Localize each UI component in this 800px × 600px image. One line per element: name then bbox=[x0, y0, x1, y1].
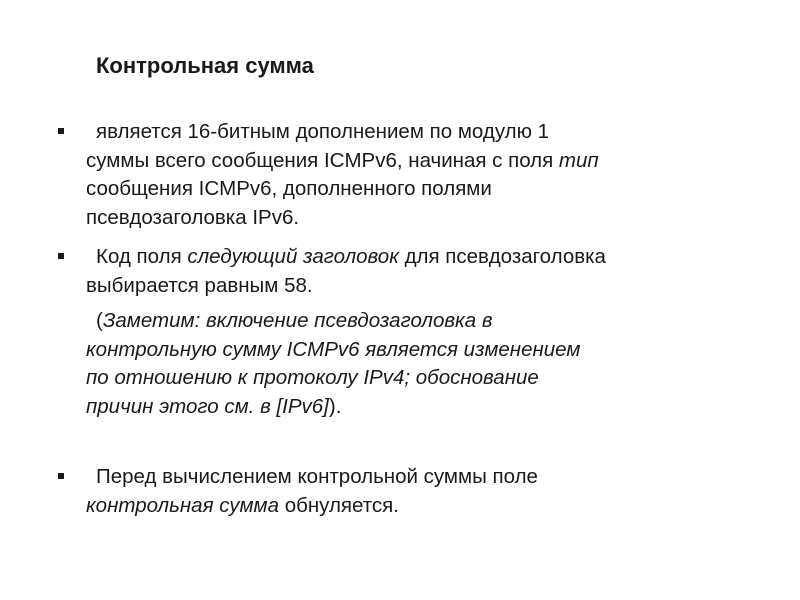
note-line-4-text: причин этого см. в [IPv6] bbox=[86, 394, 329, 418]
bullet-1-line-3 bbox=[86, 175, 776, 204]
slide-title: Контрольная сумма bbox=[96, 53, 314, 78]
bullet-1-term-type: тип bbox=[558, 148, 599, 172]
bullet-1-line-2 bbox=[86, 147, 776, 176]
note-line-2 bbox=[86, 336, 776, 365]
bullet-1-line-4 bbox=[86, 204, 776, 233]
bullet-1-line-3-text: сообщения ICMPv6, дополненного полями bbox=[86, 177, 492, 200]
note-paragraph bbox=[86, 307, 776, 421]
bullet-3-suffix: обнуляется. bbox=[279, 493, 399, 517]
bullet-marker-3 bbox=[58, 473, 68, 483]
bullet-2-line-1 bbox=[86, 243, 776, 272]
note-line-1-text: Заметим: включение псевдозаголовка в bbox=[102, 309, 493, 332]
note-line-1 bbox=[86, 307, 776, 336]
bullet-3-term-checksum: контрольная сумма bbox=[86, 493, 280, 517]
note-open-paren: ( bbox=[96, 309, 103, 332]
bullet-paragraph-3 bbox=[86, 463, 776, 520]
bullet-2-prefix: Код поля bbox=[96, 245, 188, 268]
bullet-3-line-1-text: Перед вычислением контрольной суммы поле bbox=[96, 465, 538, 488]
bullet-2-line-2 bbox=[86, 272, 776, 301]
bullet-2-term-next-header: следующий заголовок bbox=[187, 245, 399, 268]
bullet-1-line-1 bbox=[86, 118, 776, 147]
bullet-marker-1 bbox=[58, 128, 68, 138]
note-line-2-text: контрольную сумму ICMPv6 является изменением bbox=[86, 337, 581, 361]
bullet-2-line-2-text: выбирается равным 58. bbox=[86, 273, 313, 297]
bullet-1-line-1-text: является 16-битным дополнением по модулю 1 bbox=[96, 120, 550, 143]
note-line-4 bbox=[86, 393, 776, 422]
note-line-3-text: по отношению к протоколу IPv4; обоснование bbox=[86, 366, 539, 389]
bullet-3-line-1 bbox=[86, 463, 776, 492]
bullet-1-line-2-text: суммы всего сообщения ICMPv6, начиная с поля bbox=[86, 148, 559, 172]
note-line-3 bbox=[86, 364, 776, 393]
bullet-1-line-4-text: псевдозаголовка IPv6. bbox=[86, 205, 300, 229]
bullet-2-suffix: для псевдозаголовка bbox=[398, 245, 606, 268]
bullet-paragraph-1 bbox=[86, 118, 776, 232]
bullet-marker-2 bbox=[58, 253, 68, 263]
note-close: ). bbox=[328, 394, 342, 418]
bullet-paragraph-2 bbox=[86, 243, 776, 300]
bullet-3-line-2 bbox=[86, 492, 776, 521]
